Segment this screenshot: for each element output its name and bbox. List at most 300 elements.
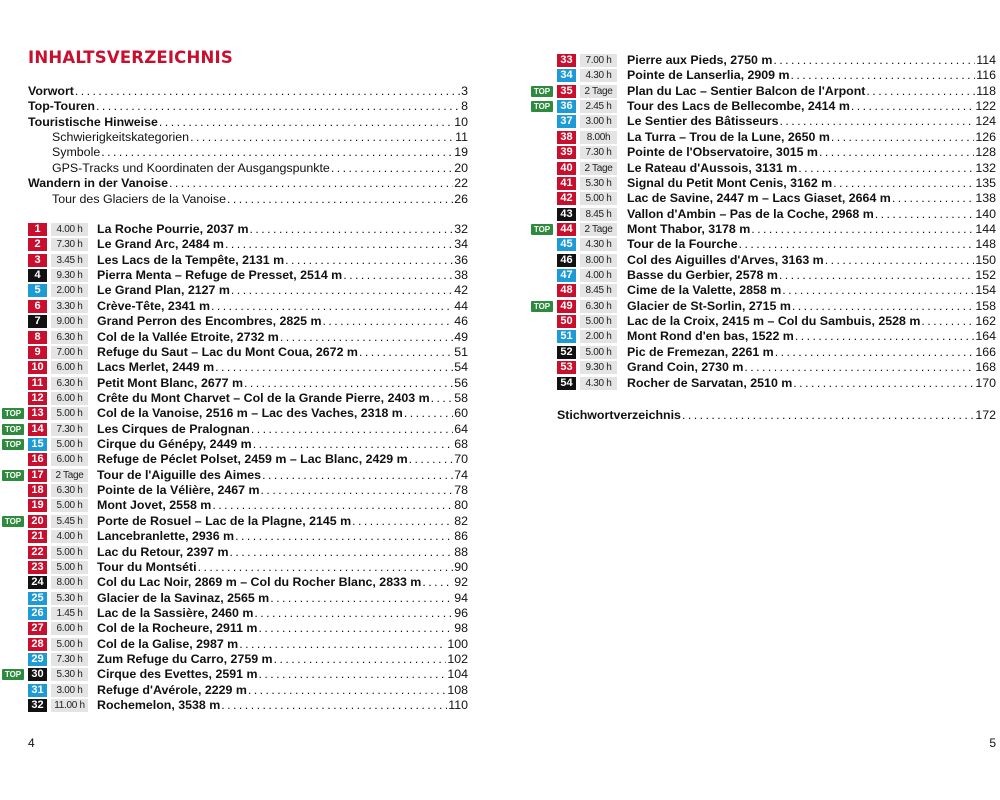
page-title: INHALTSVERZEICHNIS xyxy=(28,48,233,67)
tour-duration: 4.30 h xyxy=(580,377,617,390)
tour-page: 74 xyxy=(454,467,468,482)
dot-leader xyxy=(819,145,974,160)
tour-row[interactable] xyxy=(500,345,1000,360)
tour-number-badge: 40 xyxy=(557,162,576,175)
tour-line xyxy=(627,161,996,176)
tour-page: 44 xyxy=(454,298,468,313)
tour-line xyxy=(97,667,468,682)
toc-entry-line xyxy=(52,145,468,160)
tour-row[interactable] xyxy=(0,606,500,621)
dot-leader xyxy=(258,667,446,682)
tour-row[interactable] xyxy=(500,99,1000,114)
tour-number-badge: 48 xyxy=(557,284,576,297)
tour-row[interactable] xyxy=(0,498,500,513)
dot-leader xyxy=(343,268,453,283)
tour-duration: 6.00 h xyxy=(51,453,88,466)
toc-entry-title: Stichwortverzeichnis xyxy=(557,408,681,422)
tour-page: 100 xyxy=(447,636,468,651)
tour-row[interactable] xyxy=(500,207,1000,222)
tour-title: Pierra Menta – Refuge de Presset, 2514 m xyxy=(97,268,343,283)
tour-duration: 6.30 h xyxy=(51,484,88,497)
tour-title: Cirque des Evettes, 2591 m xyxy=(97,667,258,682)
tour-title: Mont Thabor, 3178 m xyxy=(627,221,751,236)
tour-number-badge: 9 xyxy=(28,346,47,359)
tour-number-badge: 27 xyxy=(28,622,47,635)
tour-row[interactable] xyxy=(500,299,1000,314)
dot-leader xyxy=(244,376,453,391)
tour-row[interactable] xyxy=(0,560,500,575)
toc-entry-title: Tour des Glaciers de la Vanoise xyxy=(52,191,227,206)
tour-line xyxy=(97,314,468,329)
tour-row[interactable] xyxy=(0,222,500,237)
tour-title: Tour des Lacs de Bellecombe, 2414 m xyxy=(627,99,850,114)
tour-row[interactable] xyxy=(0,268,500,283)
toc-entry-title: Wandern in der Vanoise xyxy=(28,176,168,191)
tour-title: Mont Rond d'en bas, 1522 m xyxy=(627,329,794,344)
tour-row[interactable] xyxy=(500,161,1000,176)
toc-entry-line xyxy=(28,115,468,130)
tour-page: 38 xyxy=(454,268,468,283)
tour-duration: 7.30 h xyxy=(51,653,88,666)
dot-leader xyxy=(359,345,453,360)
dot-leader xyxy=(230,545,454,560)
dot-leader xyxy=(75,84,460,99)
tour-duration: 1.45 h xyxy=(51,607,88,620)
tour-row[interactable] xyxy=(0,468,500,483)
tour-page: 152 xyxy=(975,268,996,283)
dot-leader xyxy=(262,468,453,483)
tour-row[interactable] xyxy=(500,376,1000,391)
tour-row[interactable] xyxy=(0,237,500,252)
tour-number-badge: 52 xyxy=(557,346,576,359)
tour-row[interactable] xyxy=(500,191,1000,206)
tour-number-badge: 30 xyxy=(28,668,47,681)
tour-number-badge: 11 xyxy=(28,377,47,390)
tour-line xyxy=(97,253,468,268)
tour-duration: 5.30 h xyxy=(580,177,617,190)
tour-row[interactable] xyxy=(0,330,500,345)
tour-line xyxy=(627,283,996,298)
tour-number-badge: 47 xyxy=(557,269,576,282)
toc-entry[interactable] xyxy=(0,192,500,207)
tour-line xyxy=(97,591,468,606)
toc-entry-title: Top-Touren xyxy=(28,99,95,114)
tour-title: Col de la Rocheure, 2911 m xyxy=(97,621,258,636)
tour-duration: 5.00 h xyxy=(51,561,88,574)
tour-line xyxy=(97,652,468,667)
tour-line xyxy=(627,68,996,83)
tour-duration: 7.00 h xyxy=(580,54,617,67)
tour-title: Le Sentier des Bâtisseurs xyxy=(627,114,779,129)
tour-line xyxy=(627,314,996,329)
dot-leader xyxy=(782,283,974,298)
top-tour-badge: TOP xyxy=(2,408,24,419)
toc-entry-page: 11 xyxy=(455,130,468,145)
dot-leader xyxy=(169,176,453,191)
tour-row[interactable] xyxy=(0,437,500,452)
tour-number-badge: 18 xyxy=(28,484,47,497)
tour-title: Pointe de la Vélière, 2467 m xyxy=(97,483,260,498)
top-tour-badge: TOP xyxy=(2,439,24,450)
tour-title: Lac de la Sassière, 2460 m xyxy=(97,605,254,620)
tour-number-badge: 31 xyxy=(28,684,47,697)
tour-row[interactable] xyxy=(500,222,1000,237)
tour-row[interactable] xyxy=(0,591,500,606)
dot-leader xyxy=(323,314,454,329)
tour-row[interactable] xyxy=(0,422,500,437)
tour-title: Signal du Petit Mont Cenis, 3162 m xyxy=(627,175,833,190)
tour-page: 164 xyxy=(975,329,996,344)
tour-page: 154 xyxy=(975,283,996,298)
tour-title: Refuge du Saut – Lac du Mont Coua, 2672 m xyxy=(97,344,358,359)
tour-duration: 9.00 h xyxy=(51,315,88,328)
tour-line xyxy=(97,299,468,314)
tour-page: 94 xyxy=(454,590,468,605)
tour-row[interactable] xyxy=(500,84,1000,99)
right-page xyxy=(500,0,1000,800)
tour-duration: 7.30 h xyxy=(51,238,88,251)
tour-page: 46 xyxy=(454,314,468,329)
tour-page: 80 xyxy=(454,498,468,513)
tour-row[interactable] xyxy=(500,68,1000,83)
toc-entry-page: 8 xyxy=(461,99,468,114)
tour-number-badge: 22 xyxy=(28,546,47,559)
top-tour-badge: TOP xyxy=(531,301,553,312)
tour-title: Col des Aiguilles d'Arves, 3163 m xyxy=(627,252,824,267)
dot-leader xyxy=(225,237,453,252)
tour-title: La Turra – Trou de la Lune, 2650 m xyxy=(627,129,830,144)
toc-entry-page: 22 xyxy=(454,176,468,191)
tour-row[interactable] xyxy=(0,529,500,544)
tour-number-badge: 12 xyxy=(28,392,47,405)
tour-page: 144 xyxy=(975,221,996,236)
tour-line xyxy=(97,330,468,345)
toc-entry-title: Symbole xyxy=(52,145,101,160)
tour-page: 118 xyxy=(976,83,996,98)
tour-line xyxy=(627,222,996,237)
tour-duration: 6.00 h xyxy=(51,622,88,635)
tour-row[interactable] xyxy=(0,360,500,375)
tour-duration: 2 Tage xyxy=(580,162,617,175)
tour-page: 36 xyxy=(454,252,468,267)
tour-page: 166 xyxy=(975,344,996,359)
tour-row[interactable] xyxy=(500,329,1000,344)
tour-title: Pointe de Lanserlia, 2909 m xyxy=(627,68,790,83)
tour-number-badge: 32 xyxy=(28,699,47,712)
dot-leader xyxy=(409,452,454,467)
tour-page: 42 xyxy=(454,283,468,298)
toc-entry[interactable] xyxy=(0,99,500,114)
dot-leader xyxy=(231,283,453,298)
tour-line xyxy=(627,237,996,252)
tour-list-right xyxy=(500,53,1000,391)
tour-number-badge: 19 xyxy=(28,499,47,512)
tour-number-badge: 34 xyxy=(557,69,576,82)
toc-entry-line xyxy=(557,408,996,423)
tour-page: 122 xyxy=(975,99,996,114)
tour-title: Les Cirques de Pralognan xyxy=(97,421,250,436)
tour-number-badge: 2 xyxy=(28,238,47,251)
tour-duration: 3.45 h xyxy=(51,254,88,267)
tour-duration: 9.30 h xyxy=(51,269,88,282)
tour-number-badge: 26 xyxy=(28,607,47,620)
tour-line xyxy=(627,345,996,360)
toc-entry-line xyxy=(28,84,468,99)
tour-title: Refuge de Péclet Polset, 2459 m – Lac Blanc, 2429 m xyxy=(97,452,408,467)
dot-leader xyxy=(798,161,974,176)
tour-title: Lacs Merlet, 2449 m xyxy=(97,360,215,375)
tour-line xyxy=(627,130,996,145)
tour-line xyxy=(97,452,468,467)
tour-number-badge: 28 xyxy=(28,638,47,651)
tour-page: 96 xyxy=(454,605,468,620)
tour-row[interactable] xyxy=(0,283,500,298)
tour-title: Grand Coin, 2730 m xyxy=(627,360,744,375)
toc-entry[interactable] xyxy=(0,176,500,191)
tour-line xyxy=(627,268,996,283)
tour-row[interactable] xyxy=(500,176,1000,191)
tour-line xyxy=(97,560,468,575)
tour-number-badge: 1 xyxy=(28,223,47,236)
dot-leader xyxy=(101,145,453,160)
toc-entry-page: 19 xyxy=(454,145,468,160)
tour-page: 82 xyxy=(454,513,468,528)
tour-row[interactable] xyxy=(0,575,500,590)
tour-title: Lac de Savine, 2447 m – Lacs Giaset, 2664 m xyxy=(627,191,891,206)
page-number-right: 5 xyxy=(989,736,996,750)
toc-entry[interactable] xyxy=(0,115,500,130)
tour-page: 102 xyxy=(447,652,468,667)
tour-title: Tour du Montséti xyxy=(97,559,197,574)
tour-title: La Roche Pourrie, 2037 m xyxy=(97,222,249,236)
tour-duration: 4.00 h xyxy=(51,530,88,543)
tour-row[interactable] xyxy=(0,391,500,406)
tour-duration: 7.30 h xyxy=(580,146,617,159)
dot-leader xyxy=(285,253,453,268)
tour-page: 162 xyxy=(975,314,996,329)
tour-number-badge: 54 xyxy=(557,377,576,390)
tour-row[interactable] xyxy=(0,314,500,329)
tour-number-badge: 15 xyxy=(28,438,47,451)
tour-row[interactable] xyxy=(0,637,500,652)
toc-entry-page: 26 xyxy=(454,191,468,206)
tour-row[interactable] xyxy=(0,452,500,467)
dot-leader xyxy=(251,422,453,437)
tour-row[interactable] xyxy=(0,652,500,667)
tour-line xyxy=(627,145,996,160)
toc-entry-title: GPS-Tracks und Koordinaten der Ausgangspunkte xyxy=(52,160,330,175)
index-entry xyxy=(500,408,1000,423)
top-tour-badge: TOP xyxy=(2,470,24,481)
tour-row[interactable] xyxy=(500,145,1000,160)
tour-line xyxy=(97,606,468,621)
tour-page: 60 xyxy=(454,406,468,421)
dot-leader xyxy=(190,130,454,145)
tour-row[interactable] xyxy=(0,621,500,636)
tour-page: 138 xyxy=(975,191,996,206)
tour-page: 51 xyxy=(454,344,468,359)
tour-line xyxy=(97,237,468,252)
tour-row[interactable] xyxy=(0,514,500,529)
tour-number-badge: 20 xyxy=(28,515,47,528)
dot-leader xyxy=(254,606,453,621)
tour-row[interactable] xyxy=(0,683,500,698)
tour-number-badge: 4 xyxy=(28,269,47,282)
tour-line xyxy=(97,621,468,636)
tour-number-badge: 29 xyxy=(28,653,47,666)
page-number-left: 4 xyxy=(28,736,35,750)
toc-entry[interactable] xyxy=(0,130,500,145)
dot-leader xyxy=(258,621,453,636)
tour-duration: 8.45 h xyxy=(580,208,617,221)
dot-leader xyxy=(352,514,453,529)
tour-duration: 4.30 h xyxy=(580,238,617,251)
tour-number-badge: 21 xyxy=(28,530,47,543)
tour-title: Tour de l'Aiguille des Aimes xyxy=(97,467,262,482)
toc-entry-page: 10 xyxy=(454,114,468,129)
dot-leader xyxy=(235,529,453,544)
tour-row[interactable] xyxy=(0,483,500,498)
tour-page: 86 xyxy=(454,529,468,544)
tour-title: Grand Perron des Encombres, 2825 m xyxy=(97,314,322,329)
tour-title: Vallon d'Ambin – Pas de la Coche, 2968 m xyxy=(627,206,874,221)
tour-duration: 11.00 h xyxy=(51,699,88,712)
tour-number-badge: 24 xyxy=(28,576,47,589)
toc-entry-page: 3 xyxy=(461,84,468,98)
tour-row[interactable] xyxy=(500,130,1000,145)
tour-title: Plan du Lac – Sentier Balcon de l'Arpont xyxy=(627,83,866,98)
dot-leader xyxy=(404,406,453,421)
top-tour-badge: TOP xyxy=(2,424,24,435)
tour-row[interactable] xyxy=(0,345,500,360)
tour-row[interactable] xyxy=(500,283,1000,298)
toc-entry-title: Touristische Hinweise xyxy=(28,114,158,129)
tour-row[interactable] xyxy=(0,667,500,682)
tour-page: 98 xyxy=(454,621,468,636)
tour-row[interactable] xyxy=(500,253,1000,268)
tour-duration: 4.30 h xyxy=(580,69,617,82)
tour-line xyxy=(97,498,468,513)
toc-entry[interactable] xyxy=(0,145,500,160)
tour-page: 70 xyxy=(454,452,468,467)
tour-row[interactable] xyxy=(0,376,500,391)
tour-title: Crête du Mont Charvet – Col de la Grande Pierre, 2403 m xyxy=(97,390,430,405)
dot-leader xyxy=(744,360,974,375)
tour-line xyxy=(97,698,468,713)
dot-leader xyxy=(215,360,453,375)
dot-leader xyxy=(682,408,974,423)
tour-duration: 5.00 h xyxy=(580,315,617,328)
dot-leader xyxy=(773,53,975,68)
tour-page: 68 xyxy=(454,437,468,452)
tour-row[interactable] xyxy=(0,299,500,314)
tour-list-left xyxy=(0,222,500,714)
tour-row[interactable] xyxy=(500,360,1000,375)
tour-number-badge: 37 xyxy=(557,115,576,128)
tour-row[interactable] xyxy=(0,253,500,268)
tour-line xyxy=(97,360,468,375)
tour-number-badge: 35 xyxy=(557,85,576,98)
dot-leader xyxy=(751,222,974,237)
tour-number-badge: 33 xyxy=(557,54,576,67)
tour-duration: 3.00 h xyxy=(580,115,617,128)
toc-entry[interactable] xyxy=(500,408,1000,423)
dot-leader xyxy=(866,84,975,99)
tour-row[interactable] xyxy=(500,268,1000,283)
tour-line xyxy=(97,283,468,298)
tour-page: 110 xyxy=(448,698,468,713)
tour-row[interactable] xyxy=(500,237,1000,252)
dot-leader xyxy=(253,437,454,452)
tour-line xyxy=(97,529,468,544)
tour-number-badge: 3 xyxy=(28,254,47,267)
tour-duration: 2 Tage xyxy=(580,85,617,98)
toc-entry[interactable] xyxy=(0,161,500,176)
tour-line xyxy=(97,345,468,360)
tour-row[interactable] xyxy=(500,114,1000,129)
toc-entry-line xyxy=(52,161,468,176)
tour-duration: 8.00 h xyxy=(51,576,88,589)
tour-title: Col de la Vanoise, 2516 m – Lac des Vaches, 2318 m xyxy=(97,406,403,421)
tour-duration: 6.30 h xyxy=(51,331,88,344)
tour-number-badge: 44 xyxy=(557,223,576,236)
dot-leader xyxy=(198,560,454,575)
tour-line xyxy=(627,329,996,344)
tour-line xyxy=(627,299,996,314)
dot-leader xyxy=(791,68,976,83)
toc-entry[interactable] xyxy=(0,84,500,99)
dot-leader xyxy=(892,191,975,206)
tour-line xyxy=(97,437,468,452)
tour-number-badge: 5 xyxy=(28,284,47,297)
dot-leader xyxy=(779,268,974,283)
tour-line xyxy=(627,53,996,68)
dot-leader xyxy=(780,114,975,129)
tour-number-badge: 43 xyxy=(557,208,576,221)
dot-leader xyxy=(431,391,454,406)
tour-line xyxy=(627,99,996,114)
tour-row[interactable] xyxy=(500,314,1000,329)
tour-row[interactable] xyxy=(0,406,500,421)
tour-row[interactable] xyxy=(500,53,1000,68)
dot-leader xyxy=(248,683,446,698)
tour-number-badge: 13 xyxy=(28,407,47,420)
tour-duration: 3.30 h xyxy=(51,300,88,313)
dot-leader xyxy=(775,345,975,360)
dot-leader xyxy=(793,376,974,391)
tour-page: 124 xyxy=(975,114,996,129)
tour-page: 58 xyxy=(454,390,468,405)
tour-row[interactable] xyxy=(0,545,500,560)
dot-leader xyxy=(280,330,453,345)
tour-duration: 5.00 h xyxy=(51,407,88,420)
tour-title: Lac du Retour, 2397 m xyxy=(97,544,229,559)
tour-title: Lancebranlette, 2936 m xyxy=(97,529,235,544)
tour-duration: 4.00 h xyxy=(51,223,88,236)
dot-leader xyxy=(921,314,974,329)
tour-title: Rochemelon, 3538 m xyxy=(97,698,221,713)
tour-page: 168 xyxy=(975,360,996,375)
tour-row[interactable] xyxy=(0,698,500,713)
tour-title: Crève-Tête, 2341 m xyxy=(97,298,210,313)
tour-duration: 2.45 h xyxy=(580,100,617,113)
dot-leader xyxy=(274,652,447,667)
tour-title: Rocher de Sarvatan, 2510 m xyxy=(627,375,793,390)
tour-line xyxy=(97,406,468,421)
tour-title: Cime de la Valette, 2858 m xyxy=(627,283,782,298)
tour-number-badge: 17 xyxy=(28,469,47,482)
top-tour-badge: TOP xyxy=(2,669,24,680)
